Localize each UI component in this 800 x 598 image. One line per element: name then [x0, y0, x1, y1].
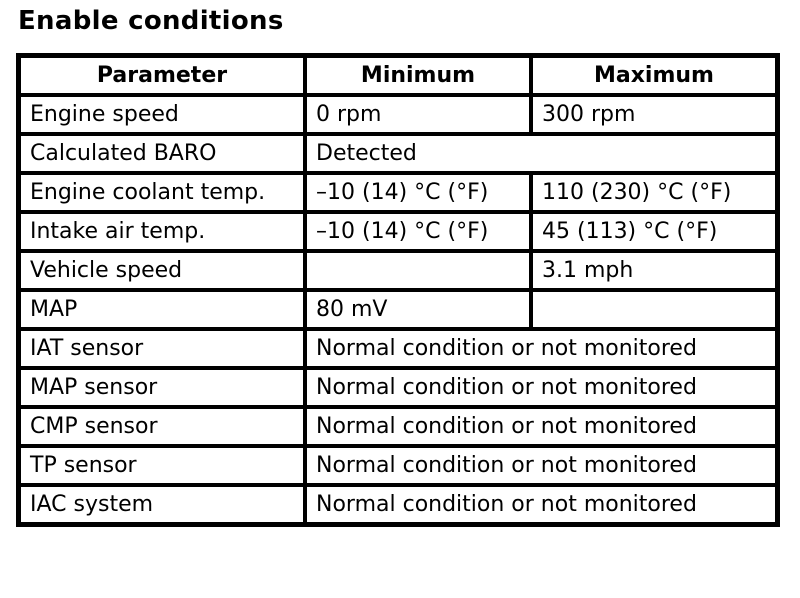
minimum-cell — [305, 251, 531, 290]
value-span-cell: Normal condition or not monitored — [305, 446, 777, 485]
parameter-cell: TP sensor — [19, 446, 305, 485]
table-row — [19, 446, 777, 485]
table-row — [19, 290, 777, 329]
header-maximum: Maximum — [531, 56, 777, 95]
parameter-cell: Engine coolant temp. — [19, 173, 305, 212]
value-span-cell: Normal condition or not monitored — [305, 485, 777, 524]
parameter-cell: MAP sensor — [19, 368, 305, 407]
table-row — [19, 368, 777, 407]
parameter-cell: MAP — [19, 290, 305, 329]
header-parameter: Parameter — [19, 56, 305, 95]
maximum-cell: 110 (230) °C (°F) — [531, 173, 777, 212]
table-row — [19, 407, 777, 446]
page-title: Enable conditions — [18, 6, 284, 36]
table-row — [19, 212, 777, 251]
value-span-cell: Detected — [305, 134, 777, 173]
table-row — [19, 485, 777, 524]
maximum-cell: 300 rpm — [531, 95, 777, 134]
parameter-cell: IAC system — [19, 485, 305, 524]
value-span-cell: Normal condition or not monitored — [305, 407, 777, 446]
table-header-row — [19, 56, 777, 95]
table-row — [19, 173, 777, 212]
table-row — [19, 95, 777, 134]
parameter-cell: Calculated BARO — [19, 134, 305, 173]
table-row — [19, 134, 777, 173]
minimum-cell: 80 mV — [305, 290, 531, 329]
minimum-cell: 0 rpm — [305, 95, 531, 134]
table-row — [19, 251, 777, 290]
parameter-cell: IAT sensor — [19, 329, 305, 368]
value-span-cell: Normal condition or not monitored — [305, 329, 777, 368]
parameter-cell: CMP sensor — [19, 407, 305, 446]
minimum-cell: –10 (14) °C (°F) — [305, 173, 531, 212]
minimum-cell: –10 (14) °C (°F) — [305, 212, 531, 251]
maximum-cell: 3.1 mph — [531, 251, 777, 290]
value-span-cell: Normal condition or not monitored — [305, 368, 777, 407]
maximum-cell — [531, 290, 777, 329]
table-row — [19, 329, 777, 368]
parameter-cell: Engine speed — [19, 95, 305, 134]
header-minimum: Minimum — [305, 56, 531, 95]
parameter-cell: Intake air temp. — [19, 212, 305, 251]
enable-conditions-table — [16, 53, 780, 527]
maximum-cell: 45 (113) °C (°F) — [531, 212, 777, 251]
parameter-cell: Vehicle speed — [19, 251, 305, 290]
